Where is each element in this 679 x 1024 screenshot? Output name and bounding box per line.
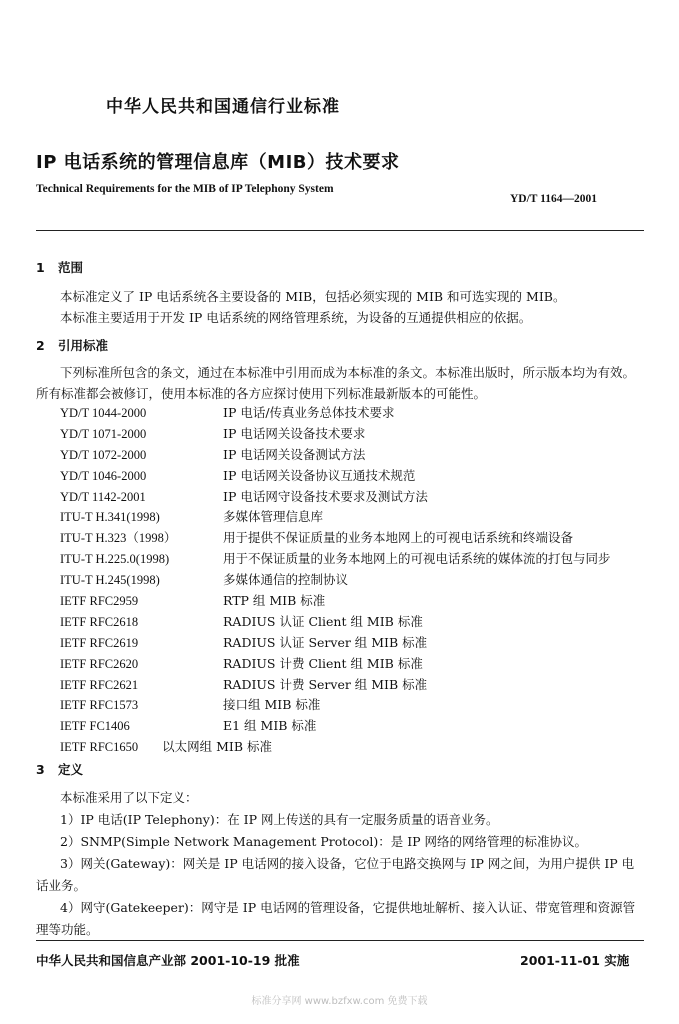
reference-code: IETF RFC1573: [60, 698, 139, 713]
section-3-heading: [36, 760, 83, 778]
section-2-intro: [36, 362, 644, 404]
section-title: 引用标准: [58, 338, 109, 353]
reference-item: [60, 695, 611, 716]
reference-item: [60, 528, 611, 549]
reference-code: YD/T 1071-2000: [60, 426, 147, 441]
reference-title: IP 电话/传真业务总体技术要求: [223, 405, 395, 420]
document-title-en: Technical Requirements for the MIB of IP Telephony System: [36, 183, 334, 195]
reference-code: IETF RFC1650: [60, 740, 139, 755]
reference-item: [60, 570, 611, 591]
section-1-heading: [36, 258, 83, 276]
reference-title: 接口组 MIB 标准: [223, 697, 321, 713]
reference-code: IETF FC1406: [60, 719, 130, 734]
definition-item: 3）网关(Gateway)：网关是 IP 电话网的接入设备，它位于电路交换网与 IP 网之间，为用户提供 IP 电话业务。: [36, 856, 635, 893]
reference-code: YD/T 1046-2000: [60, 468, 147, 483]
reference-code: IETF RFC2618: [60, 614, 139, 629]
document-title-zh: IP 电话系统的管理信息库（MIB）技术要求: [36, 152, 400, 173]
reference-item: [60, 716, 611, 737]
reference-title: 用于提供不保证质量的业务本地网上的可视电话系统和终端设备: [223, 530, 574, 546]
reference-item: [60, 654, 611, 675]
reference-title: IP 电话网关设备协议互通技术规范: [223, 467, 416, 483]
reference-title: RADIUS 认证 Server 组 MIB 标准: [223, 634, 428, 650]
reference-title: 多媒体管理信息库: [223, 509, 324, 525]
reference-title: IP 电话网关设备技术要求: [223, 425, 366, 441]
reference-code: ITU-T H.323（1998）: [60, 531, 177, 546]
definition-item: 4）网守(Gatekeeper)：网守是 IP 电话网的管理设备，它提供地址解析、接入认证、带宽管理和资源管理等功能。: [36, 900, 636, 937]
reference-item: [60, 507, 611, 528]
reference-title: RTP 组 MIB 标准: [223, 593, 326, 609]
reference-code: ITU-T H.245(1998): [60, 573, 160, 588]
reference-item: [60, 591, 611, 612]
effective-date: 2001-11-01 实施: [520, 953, 630, 968]
definition-item: 1）IP 电话(IP Telephony)：在 IP 网上传送的具有一定服务质量的语音业务。: [60, 812, 499, 827]
paragraph: 本标准定义了 IP 电话系统各主要设备的 MIB，包括必须实现的 MIB 和可选实现的 MIB。: [60, 289, 566, 304]
reference-title: IP 电话网守设备技术要求及测试方法: [223, 488, 428, 504]
reference-code: IETF RFC2620: [60, 656, 139, 671]
reference-item: [60, 633, 611, 654]
section-1-body: [36, 286, 644, 328]
reference-list: [60, 403, 611, 758]
footer-rule: [36, 940, 644, 941]
reference-code: YD/T 1142-2001: [60, 489, 146, 504]
reference-item: [60, 675, 611, 696]
section-number: 2: [36, 338, 45, 353]
reference-title: E1 组 MIB 标准: [223, 718, 317, 734]
standard-number: YD/T 1164—2001: [510, 193, 598, 205]
reference-code: IETF RFC2619: [60, 635, 139, 650]
reference-code: ITU-T H.341(1998): [60, 510, 160, 525]
section-2-heading: [36, 336, 108, 354]
paragraph: 本标准主要适用于开发 IP 电话系统的网络管理系统，为设备的互通提供相应的依据。: [60, 310, 532, 325]
reference-title: RADIUS 计费 Client 组 MIB 标准: [223, 655, 423, 671]
reference-item: [60, 466, 611, 487]
section-title: 定义: [58, 762, 84, 777]
header-rule: [36, 230, 644, 231]
reference-title: IP 电话网关设备测试方法: [223, 446, 366, 462]
reference-title: RADIUS 认证 Client 组 MIB 标准: [223, 613, 423, 629]
reference-code: YD/T 1072-2000: [60, 447, 147, 462]
reference-title: 用于不保证质量的业务本地网上的可视电话系统的媒体流的打包与同步: [223, 551, 611, 567]
reference-item: [60, 403, 611, 424]
reference-title: RADIUS 计费 Server 组 MIB 标准: [223, 676, 428, 692]
issuing-organization: 中华人民共和国通信行业标准: [106, 97, 340, 117]
watermark: 标准分享网 www.bzfxw.com 免费下载: [251, 996, 428, 1007]
reference-code: IETF RFC2959: [60, 594, 139, 609]
reference-title: 以太网组 MIB 标准: [162, 739, 273, 755]
reference-code: YD/T 1044-2000: [60, 406, 147, 420]
paragraph: 下列标准所包含的条文，通过在本标准中引用而成为本标准的条文。本标准出版时，所示版本均为有效。所有标准都会被修订，使用本标准的各方应探讨使用下列标准最新版本的可能性。: [36, 365, 636, 401]
reference-item: [60, 612, 611, 633]
reference-item: [60, 424, 611, 445]
reference-item: [60, 487, 611, 508]
section-3-body: [36, 787, 644, 941]
reference-title: 多媒体通信的控制协议: [223, 572, 349, 588]
reference-code: IETF RFC2621: [60, 677, 139, 692]
section-number: 3: [36, 762, 45, 777]
definition-item: 2）SNMP(Simple Network Management Protocol)：是 IP 网络的网络管理的标准协议。: [60, 834, 588, 849]
section-number: 1: [36, 260, 45, 275]
section-title: 范围: [58, 260, 84, 275]
paragraph: 本标准采用了以下定义：: [60, 790, 198, 805]
reference-item: [60, 445, 611, 466]
reference-item: [60, 737, 611, 758]
issue-date: 中华人民共和国信息产业部 2001-10-19 批准: [36, 953, 300, 968]
reference-item: [60, 549, 611, 570]
reference-code: ITU-T H.225.0(1998): [60, 552, 170, 567]
